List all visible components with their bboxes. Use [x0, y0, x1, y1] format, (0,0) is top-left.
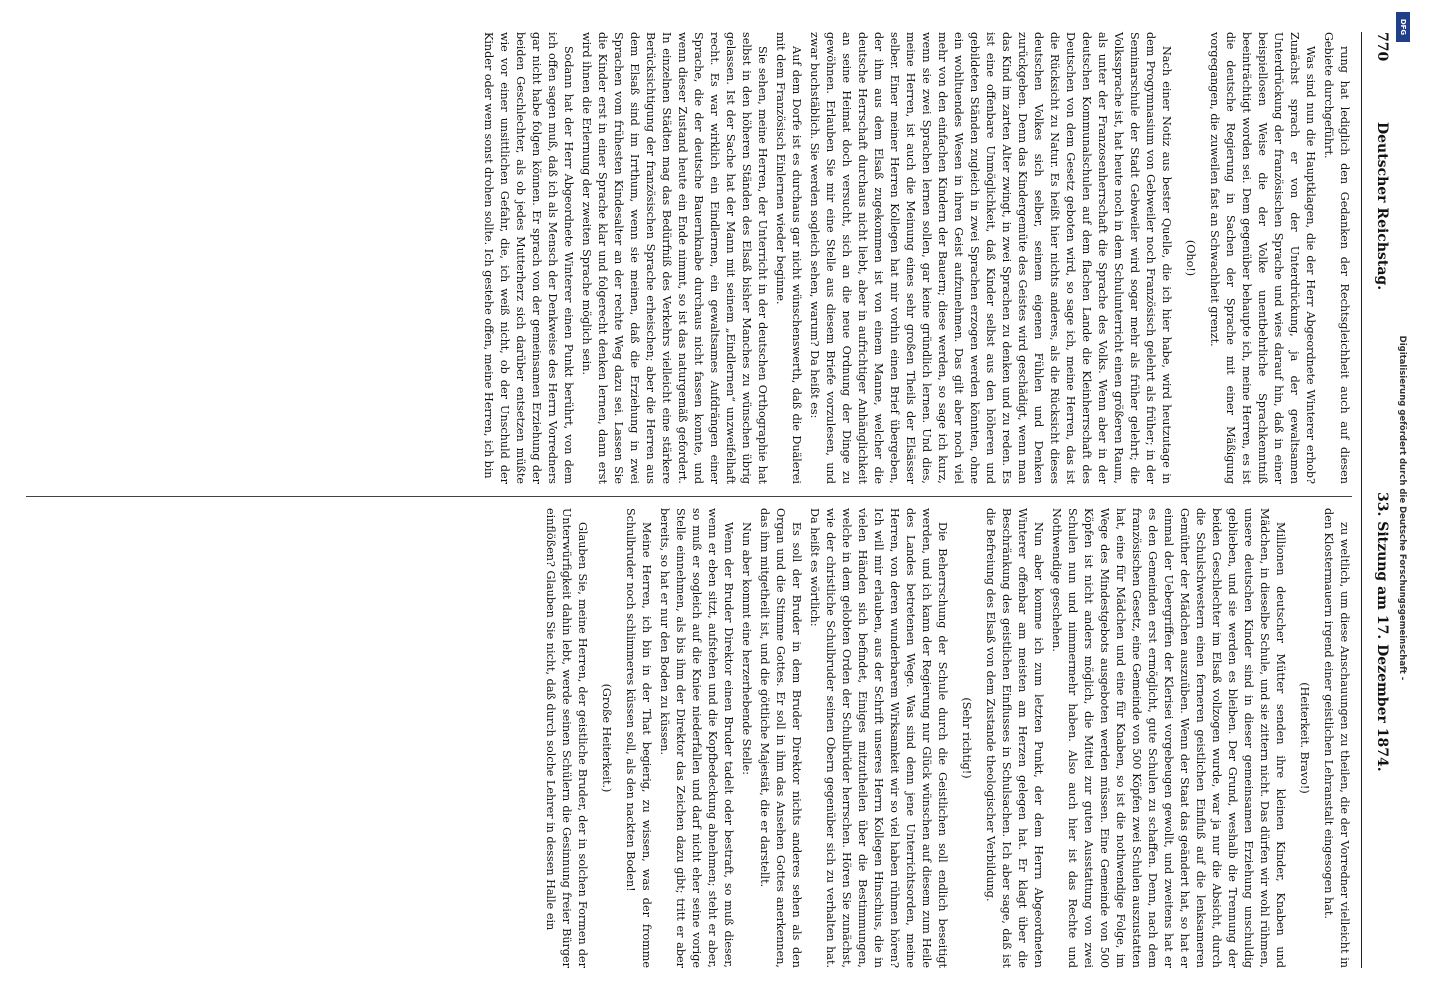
paragraph: Sie sehen, meine Herren, der Unterricht in der deutschen Orthographie hat selbst in den höheren Ständen des Elsaß bisher Manches zu wünschen übrig gelassen. Ist der Sache hat der Mann mit seinem „Eindlernen“ unzweifelhaft recht. Es war wirklich ein Eindlernen, ein gewaltsames Aufdrängen einer Sprache, die der deutsche Bauernknabe durchaus nicht fassen konnte, und wenn dieser Zustand heute ein Ende nimmt, so ist das naturgemäß gefordert. In einzelnen Städten mag das Bedürfniß des Verkehrs vielleicht eine stärkere Berücksichtigung der französischen Sprache erheischen; aber die Herren aus dem Elsaß sind im Irrthum, wenn sie meinen, daß die Erziehung in zwei Sprachen vom frühesten Kindesalter an der rechte Weg dazu sei. Lassen Sie die Kinder erst in einer Sprache klar und folgerecht denken lernen, dann erst wird ihnen die Erlernung der zweiten Sprache möglich sein.	[580, 32, 769, 484]
interjection: (Sehr richtig!)	[960, 697, 973, 779]
paragraph: Die Beherrschung der Schule durch die Geistlichen soll endlich beseitigt werden, und ich kann der Regierung nur Glück wünschen auf diesem zum Heile des Landes betretenen Wege. Was sind denn jene Unterrichtsorden, meine Herren, von deren wunderbarem Wirksamkeit wir so viel haben rühmen hören? Ich will mir erlauben, aus der Schrift unseres Herrn Kollegen Hinschius, die in vielen Händen sich befindet, Einiges mitzutheilen über die Bestimmungen, welche in dem gelobten Orden der Schulbrüder herrschen. Hören Sie zunächst, wie der christliche Schulbruder seinen Obern gegenüber sich zu verhalten hat. Da heißt es wörtlich:	[808, 508, 949, 968]
column-divider	[26, 496, 1352, 497]
page-header	[1364, 32, 1394, 968]
paragraph: rung hat lediglich den Gedanken der Rechtsgleichheit auch auf diesen Gebiete durchgeführt.	[1322, 32, 1351, 484]
paragraph: Nun aber kommt eine herzerhebende Stelle:	[740, 522, 753, 775]
quotation: Wenn der Bruder Direktor einen Bruder tadelt oder bestraft, so muß dieser, wenn er eben sitzt, aufstehen und die Kopfbedeckung abnehmen; steht er aber, so muß er sogleich auf die Kniee niederfallen und darf nicht eher seine vorige Stelle einnehmen, als bis ihm der Direktor das Zeichen dazu gibt; tritt er aber bereits, so hat er nur den Boden zu küssen.	[658, 508, 735, 968]
dfg-logo-text: DFG	[1399, 18, 1407, 36]
digitization-credit	[1394, 48, 1410, 968]
interjection: (Heiterkeit. Bravo!)	[1298, 682, 1311, 794]
paragraph: Nach einer Notiz aus bester Quelle, die ich hier habe, wird heutzutage in dem Progymnasium von Gebweiler noch Französisch gelehrt als früher; in der Seminarschule der Stadt Gebweiler wird sogar mehr als früher gelehrt; die Volkssprache ist, hat heute noch in dem Schulunterricht einen größeren Raum, als unter der Franzosenherrschaft die Sprache des Volks. Wenn aber in der deutschen Kommunalschulen auf dem flachen Lande die Kleinherrschaft des Deutschen von dem Gesetz geboten wird, so sage ich, meine Herren, das ist die Rücksicht zu Natur. Es heißt hier nichts anderes, als die Rücksicht dieses deutschen Volkes sich selber, seinem eigenen Fühlen und Denken zurückgeben. Denn das Kindergemüte des Geistes wird geschädigt, wenn man das Kind im zarten Alter zwingt, in zwei Sprachen zu denken und zu reden. Es ist eine offenbare Unmöglichkeit, daß Kinder selbst aus den höheren und gebildeten Ständen zugleich in zwei Sprachen erzogen werden könnten, ohne ein wohltuendes Wesen in ihren Geist aufzunehmen. Das gilt aber noch viel mehr von den einfachen Kindern der Bauern; diese werden, so sage ich kurz, wenn sie zwei Sprachen lernen sollen, gar keine gründlich lernen. Und dies, meine Herren, ist auch die Meinung eines sehr großen Theils der Elsässer selber. Einer meiner Herren Kollegen hat mir vorhin einen Brief übergeben, der ihm aus dem Elsaß zugekommen ist von einem Manne, welcher die deutsche Herrschaft durchaus nicht liebt, aber in aufrichtiger Anhänglichkeit an seine Heimat doch versucht, sich an die neue Ordnung der Dinge zu gewöhnen. Erlauben Sie mir eine Stelle aus diesem Briefe vorzulesen, und zwar buchstäblich. Sie werden sogleich sehen, warum? Da heißt es:	[808, 32, 1173, 484]
page-number: 770	[1374, 32, 1390, 62]
paragraph: Nun aber komme ich zum letzten Punkt, der dem Herrn Abgeordneten Winterer offenbar am meisten am Herzen gelegen hat. Er klagt über die Beschränkung des geistlichen Einflusses in Schulsachen. Ich aber sage, daß ist die Befreiung des Elsaß von dem Zustande theologischer Verbildung.	[984, 508, 1045, 968]
paragraph: Meine Herren, ich bin in der That begierig, zu wissen, was der fromme Schulbruder noch schlimmeres küssen soll, als den nackten Boden!	[624, 508, 653, 968]
digitization-credit-text: Digitalisierung gefördert durch die Deutsche Forschungsgemeinschaft -	[1397, 335, 1407, 681]
paragraph: zu weltlich, um diese Anschauungen zu theilen, die der Vorredner vielleicht in den Klostermauern irgend einer geistlichen Lehranstalt eingesogen hat.	[1322, 508, 1351, 968]
quotation: Auf dem Dorfe ist es durchaus gar nicht wünschenswerth, daß die Duälerei mit dem Französisch Einlernen wieder beginne.	[774, 32, 803, 484]
session-title: 33. Sitzung am 17. Dezember 1874.	[1374, 492, 1390, 772]
right-column	[26, 508, 1352, 968]
header-rule	[1361, 32, 1362, 968]
paragraph: Glauben Sie, meine Herren, der geistliche Bruder, der in solchen Formen der Unterwürfigkeit dahin lebt, werde seinen Schülern die Gesinnung freier Bürger einflößen? Glauben Sie nicht, daß durch solche Lehrer in dessen Halle ein	[544, 508, 589, 968]
interjection: (Große Heiterkeit.)	[600, 683, 613, 793]
paragraph: Sodann hat der Herr Abgeordnete Winterer einen Punkt berührt, von dem ich offen sagen muß, daß ich als Mensch der Denkweise des Herrn Vorredners gar nicht habe folgen können. Er sprach von der gemeinsamen Erziehung der beiden Geschlechter, als ob jedes Mutterherz sich darüber entsetzen müßte wie vor einer unsittlichen Gefahr, die, ich weiß nicht, ob der Unschuld der Kinder oder wem sonst drohen sollte. Ich gestehe offen, meine Herren, ich bin	[482, 32, 575, 484]
left-column	[26, 32, 1352, 484]
interjection: (Oho!)	[1184, 239, 1197, 277]
quotation: Es soll der Bruder in dem Bruder Direktor nichts anderes sehen als den Organ und die Stimme Gottes. Er soll in ihm das Ansehen Gottes anerkennen, das ihm mitgetheilt ist, und die göttliche Majestät, die er darstellt.	[758, 508, 803, 968]
paragraph: Millionen deutscher Mütter senden ihre kleinen Kinder, Knaben und Mädchen, in dieselbe Schule, und sie zittern nicht. Das dürfen wir wohl rühmen, unsere deutschen Kinder sind in dieser gemeinsamen Erziehung unschuldig geblieben, und sie werden es bleiben. Der Grund, weshalb die Trennung der beiden Geschlechter im Elsaß vollzogen wurde, war ja nur die Absicht, durch die Schulschwestern einen ferneren geistlichen Einfluß auf die lenksameren Gemüther der Mädchen auszuüben. Wenn der Staat das geändert hat, so hat er einmal der Uebergriffen der Klerisei vorgebeugen gewollt, und zweitens hat er es den Gemeinden erst ermöglicht, gute Schulen zu schaffen. Denn, nach dem französischen Gesetz, eine Gemeinde von 500 Köpfen zwei Schulen auszustatten hat, eine für Mädchen und eine für Knaben, so ist die nothwendige Folge, im Wege des Mindestgebots ausgeboten werden müssen. Eine Gemeinde von 500 Köpfen ist nicht anders möglich, die Mittel zur guten Ausstattung von zwei Schulen nun und nimmermehr haben. Also auch hier ist das Rechte und Nothwendige geschehen.	[1050, 508, 1287, 968]
dfg-logo	[1396, 12, 1410, 42]
scanned-page	[8, 8, 1412, 992]
running-title: Deutscher Reichstag.	[1374, 122, 1390, 291]
paragraph: Was sind nun die Hauptklagen, die der Herr Abgeordnete Winterer erhob? Zunächst sprach er von der Unterdrückung, ja der gewaltsamen Unterdrückung der französischen Sprache und wies darauf hin, daß in einer beispiellosen Weise die der Volke unentbehrliche Sprachkenntniß beeinträchtigt worden sei. Dem gegenüber behaupte ich, meine Herren, es ist die deutsche Regierung in Sachen der Sprache mit einer Mäßigung vorgegangen, die zuweilen fast an Schwachheit grenzt.	[1208, 32, 1317, 484]
rotated-page-content	[8, 8, 1412, 992]
